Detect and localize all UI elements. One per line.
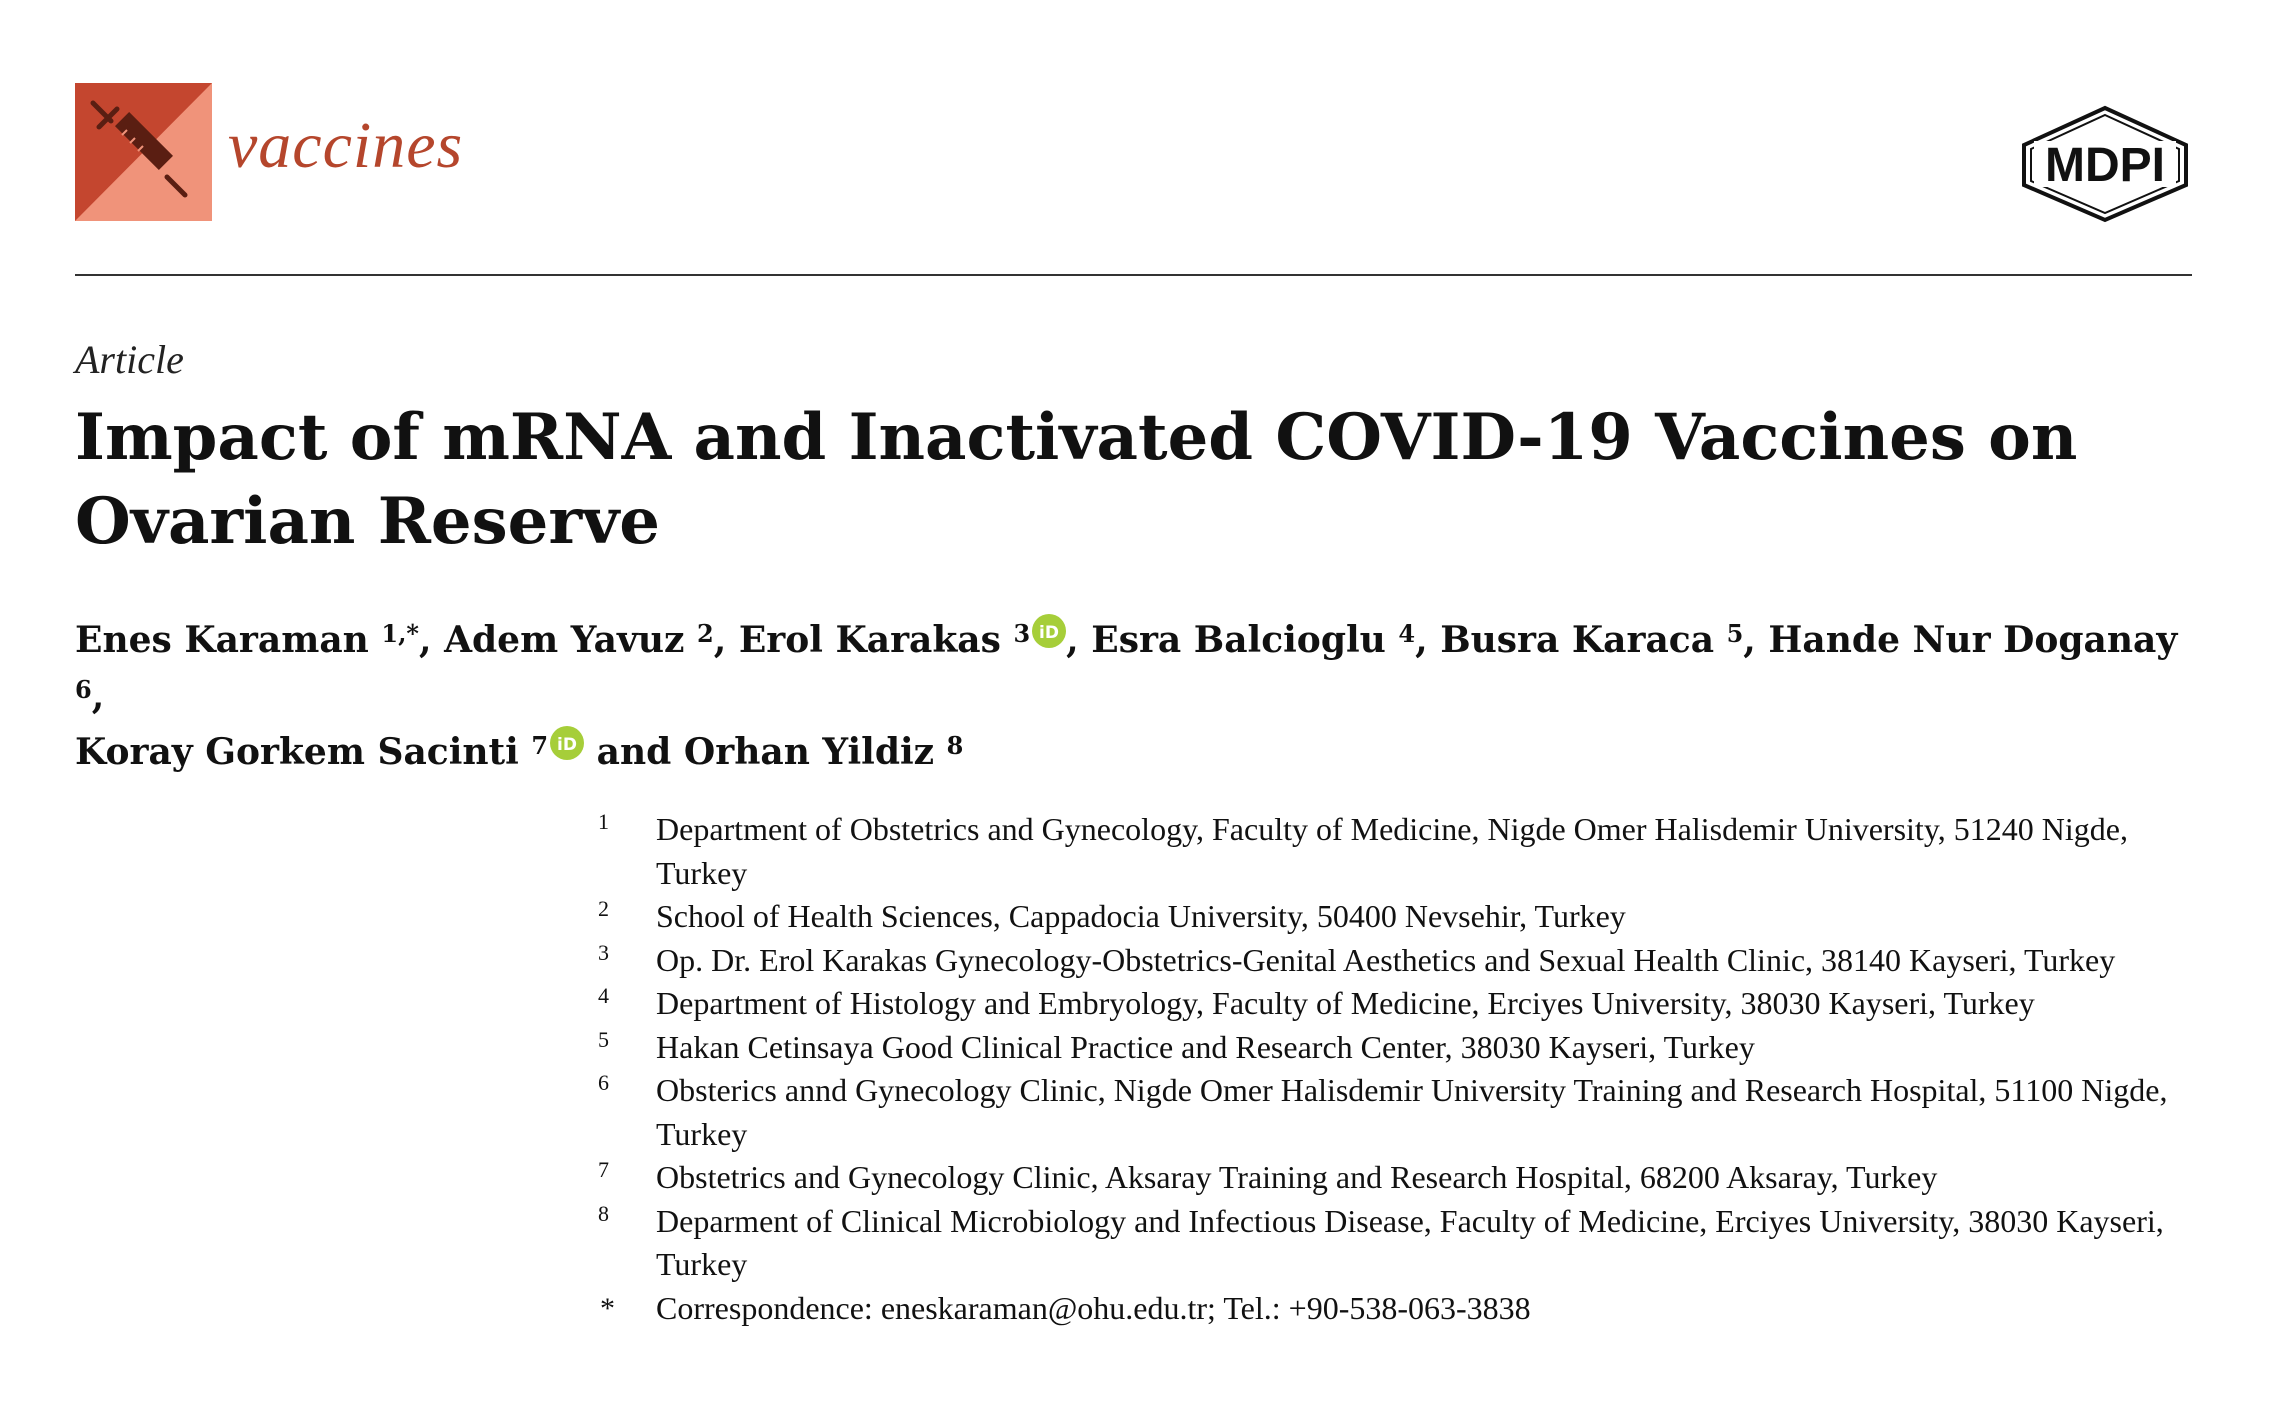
svg-text:iD: iD <box>1039 623 1060 643</box>
article-type: Article <box>75 337 184 382</box>
affiliation-number: 4 <box>598 983 609 1008</box>
journal-header <box>75 83 2192 223</box>
affiliation-item <box>598 982 2198 1026</box>
orcid-icon[interactable] <box>550 726 584 760</box>
author-name[interactable]: Orhan Yildiz <box>683 731 935 773</box>
affiliation-number: 2 <box>598 896 609 921</box>
affiliation-item <box>598 1156 2198 1200</box>
affiliation-text: Obstetrics and Gynecology Clinic, Aksaray Training and Research Hospital, 68200 Aksaray, Turkey <box>656 1159 1938 1195</box>
affiliation-number: 6 <box>598 1070 609 1095</box>
mdpi-logo[interactable] <box>2018 105 2192 223</box>
journal-logo[interactable] <box>75 83 212 221</box>
affiliation-text: Department of Histology and Embryology, Faculty of Medicine, Erciyes University, 38030 Kayseri, Turkey <box>656 985 2035 1021</box>
affiliation-list <box>598 808 2198 1330</box>
orcid-icon[interactable] <box>1032 614 1066 648</box>
affiliation-item <box>598 1069 2198 1156</box>
title-line-1: Impact of mRNA and Inactivated COVID-19 Vaccines on <box>75 400 2078 475</box>
svg-text:iD: iD <box>557 735 578 755</box>
mdpi-logo-text: MDPI <box>2045 139 2165 192</box>
author-name[interactable]: Adem Yavuz <box>444 619 685 661</box>
author-affiliation-ref[interactable]: 3 <box>1013 619 1031 648</box>
affiliation-number: 3 <box>598 939 609 965</box>
author-affiliation-ref[interactable]: 1,* <box>381 619 419 648</box>
affiliation-number: 8 <box>598 1200 609 1226</box>
affiliation-number: 5 <box>598 1026 609 1052</box>
author-affiliation-ref[interactable]: 5 <box>1726 619 1744 648</box>
affiliation-item <box>598 895 2198 939</box>
correspondence-marker: * <box>600 1291 615 1325</box>
title-line-2: Ovarian Reserve <box>75 484 660 559</box>
affiliation-text: Obsterics annd Gynecology Clinic, Nigde Omer Halisdemir University Training and Research Hospital, 51100 Nigde, Turkey <box>656 1072 2168 1152</box>
affiliation-text: Hakan Cetinsaya Good Clinical Practice and Research Center, 38030 Kayseri, Turkey <box>656 1028 1755 1065</box>
author-name[interactable]: Koray Gorkem Sacinti <box>75 731 519 773</box>
author-affiliation-ref[interactable]: 6 <box>75 675 92 704</box>
journal-name[interactable]: vaccines <box>228 109 464 182</box>
affiliation-text: School of Health Sciences, Cappadocia University, 50400 Nevsehir, Turkey <box>656 898 1626 934</box>
author-affiliation-ref[interactable]: 2 <box>697 619 714 648</box>
affiliation-text: Op. Dr. Erol Karakas Gynecology-Obstetrics-Genital Aesthetics and Sexual Health Clinic, 38140 Kayseri, Turkey <box>656 941 2116 978</box>
author-name[interactable]: Hande Nur Doganay <box>1768 619 2178 661</box>
author-name[interactable]: Esra Balcioglu <box>1091 619 1386 661</box>
header-divider <box>75 274 2192 276</box>
author-name[interactable]: Erol Karakas <box>738 619 1001 661</box>
correspondence <box>598 1287 2198 1331</box>
author-affiliation-ref[interactable]: 4 <box>1398 619 1416 648</box>
author-affiliation-ref[interactable]: 7 <box>531 731 549 760</box>
author-affiliation-ref[interactable]: 8 <box>946 731 964 760</box>
correspondence-text[interactable]: Correspondence: eneskaraman@ohu.edu.tr; Tel.: +90-538-063-3838 <box>656 1289 1531 1326</box>
affiliation-item <box>598 1026 2198 1070</box>
author-list: Enes Karaman $^{1,*}$, Adem Yavuz $^2$, Erol Karakas $^3$ iD , Esra Balcioglu $^4$, Busra Karaca $^5$, Hande Nur Doganay $^6$, Koray Gorkem Sacinti $^7$ iD and Orhan Yildiz $^8$ <box>75 612 2195 780</box>
affiliation-item <box>598 939 2198 983</box>
syringe-icon <box>75 83 212 221</box>
affiliation-number: 1 <box>598 809 609 834</box>
affiliation-text: Department of Obstetrics and Gynecology, Faculty of Medicine, Nigde Omer Halisdemir University, 51240 Nigde, Turkey <box>656 811 2128 891</box>
author-name[interactable]: Busra Karaca <box>1440 619 1715 661</box>
affiliation-item <box>598 1200 2198 1287</box>
author-name[interactable]: Enes Karaman <box>75 619 369 661</box>
article-title <box>75 396 2175 564</box>
affiliation-number: 7 <box>598 1157 609 1182</box>
affiliation-text: Deparment of Clinical Microbiology and Infectious Disease, Faculty of Medicine, Erciyes University, 38030 Kayseri, Turkey <box>656 1202 2164 1282</box>
affiliation-item <box>598 808 2198 895</box>
